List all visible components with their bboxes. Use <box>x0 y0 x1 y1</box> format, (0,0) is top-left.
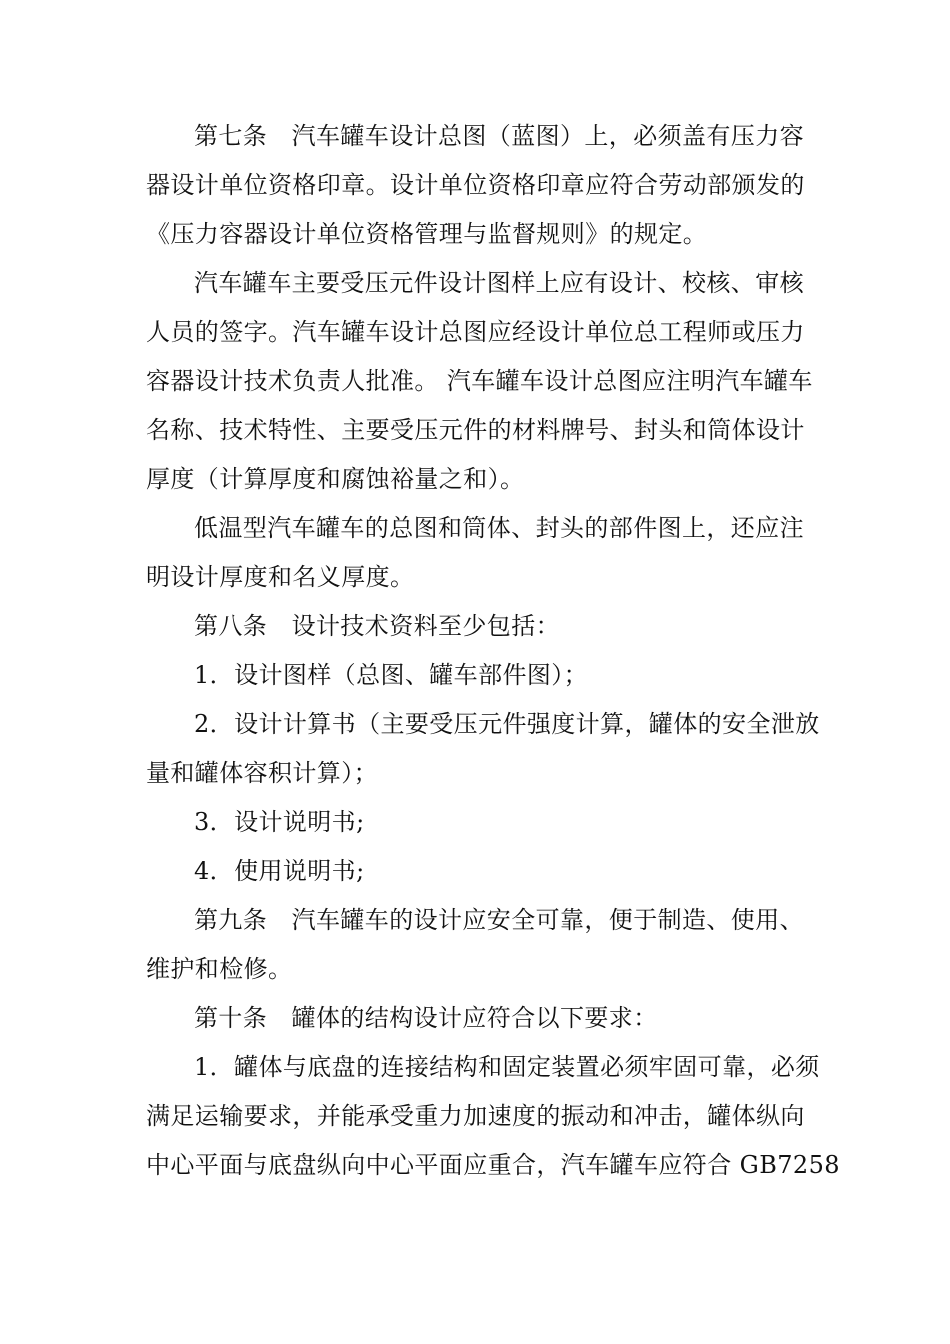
text-line: 4．使用说明书; <box>194 857 365 885</box>
text-line: 《压力容器设计单位资格管理与监督规则》的规定。 <box>146 220 708 248</box>
text-line: 第七条 汽车罐车设计总图（蓝图）上，必须盖有压力容 <box>194 122 804 150</box>
text-line: 容器设计技术负责人批准。 汽车罐车设计总图应注明汽车罐车 <box>146 367 813 395</box>
text-line: 量和罐体容积计算）； <box>146 759 378 787</box>
text-line: 维护和检修。 <box>146 955 293 983</box>
text-line: 明设计厚度和名义厚度。 <box>146 563 415 591</box>
text-line: 第八条 设计技术资料至少包括： <box>194 612 560 640</box>
text-line: 人员的签字。汽车罐车设计总图应经设计单位总工程师或压力 <box>146 318 805 346</box>
text-line: 中心平面与底盘纵向中心平面应重合，汽车罐车应符合 GB7258 <box>146 1151 840 1179</box>
text-line: 厚度（计算厚度和腐蚀裕量之和）。 <box>146 465 525 493</box>
text-line: 第九条 汽车罐车的设计应安全可靠，便于制造、使用、 <box>194 906 804 934</box>
text-line: 1．罐体与底盘的连接结构和固定装置必须牢固可靠，必须 <box>194 1053 820 1081</box>
text-line: 汽车罐车主要受压元件设计图样上应有设计、校核、审核 <box>194 269 804 297</box>
document-page <box>146 112 840 1190</box>
text-line: 2．设计计算书（主要受压元件强度计算，罐体的安全泄放 <box>194 710 820 738</box>
text-line: 名称、技术特性、主要受压元件的材料牌号、封头和筒体设计 <box>146 416 805 444</box>
text-line: 器设计单位资格印章。设计单位资格印章应符合劳动部颁发的 <box>146 171 805 199</box>
text-line: 3．设计说明书; <box>194 808 365 836</box>
text-line: 1．设计图样（总图、罐车部件图）； <box>194 661 589 689</box>
text-line: 满足运输要求，并能承受重力加速度的振动和冲击，罐体纵向 <box>146 1102 805 1130</box>
text-line: 低温型汽车罐车的总图和筒体、封头的部件图上，还应注 <box>194 514 804 542</box>
text-line: 第十条 罐体的结构设计应符合以下要求： <box>194 1004 658 1032</box>
